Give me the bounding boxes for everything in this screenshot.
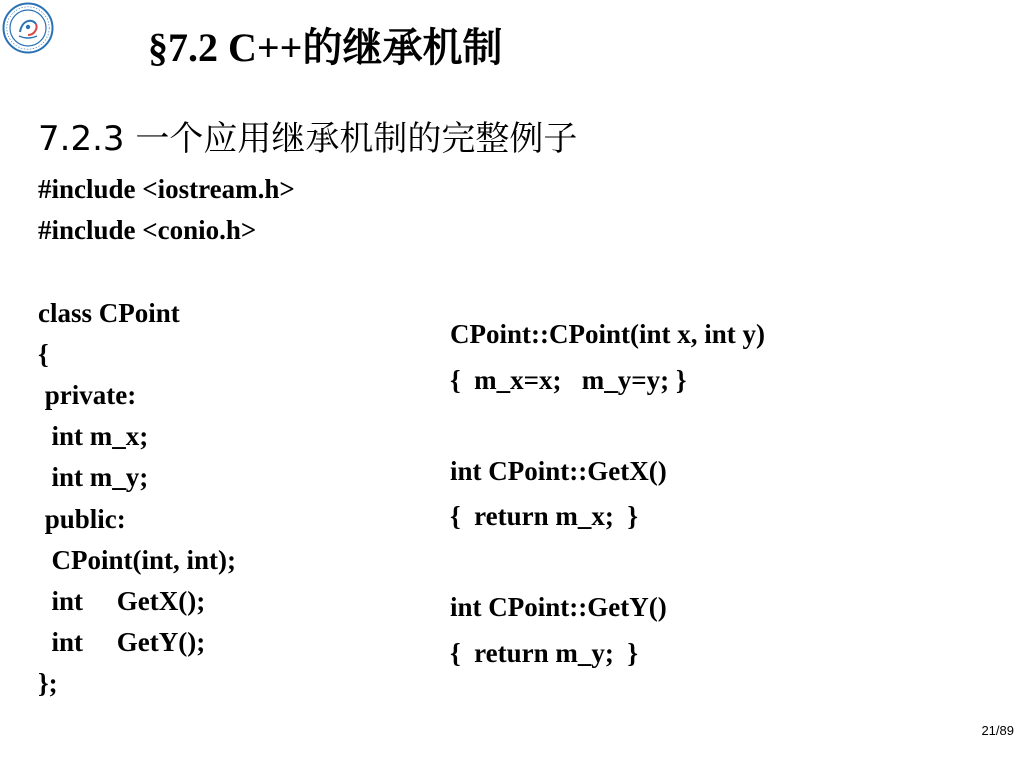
slide-title: §7.2 C++的继承机制 bbox=[148, 25, 503, 70]
page-number: 21/89 bbox=[981, 723, 1014, 738]
code-line: int CPoint::GetX() bbox=[450, 455, 667, 486]
code-line: public: bbox=[38, 503, 126, 534]
code-line: int m_y; bbox=[38, 462, 149, 493]
code-line: int GetX(); bbox=[38, 585, 206, 616]
section-subtitle: 7.2.3 一个应用继承机制的完整例子 bbox=[38, 119, 578, 159]
code-line: }; bbox=[38, 668, 58, 699]
code-line: #include <iostream.h> bbox=[38, 174, 295, 204]
code-block-method-definitions bbox=[450, 312, 765, 676]
code-line: #include <conio.h> bbox=[38, 215, 257, 246]
code-line: { return m_x; } bbox=[450, 501, 638, 531]
university-seal-icon bbox=[2, 2, 54, 54]
code-line: int GetY(); bbox=[38, 627, 206, 658]
code-line: private: bbox=[38, 379, 137, 410]
code-line: { bbox=[38, 338, 49, 369]
code-line: { return m_y; } bbox=[450, 637, 638, 668]
code-block-class-declaration bbox=[38, 169, 295, 704]
code-line: int m_x; bbox=[38, 421, 149, 452]
code-line: CPoint::CPoint(int x, int y) bbox=[450, 319, 765, 349]
code-line: CPoint(int, int); bbox=[38, 544, 236, 575]
code-line: { m_x=x; m_y=y; } bbox=[450, 364, 687, 395]
code-line bbox=[450, 403, 765, 449]
code-line bbox=[450, 540, 765, 586]
code-line: int CPoint::GetY() bbox=[450, 592, 667, 622]
code-line bbox=[38, 251, 295, 292]
code-line: class CPoint bbox=[38, 297, 180, 328]
